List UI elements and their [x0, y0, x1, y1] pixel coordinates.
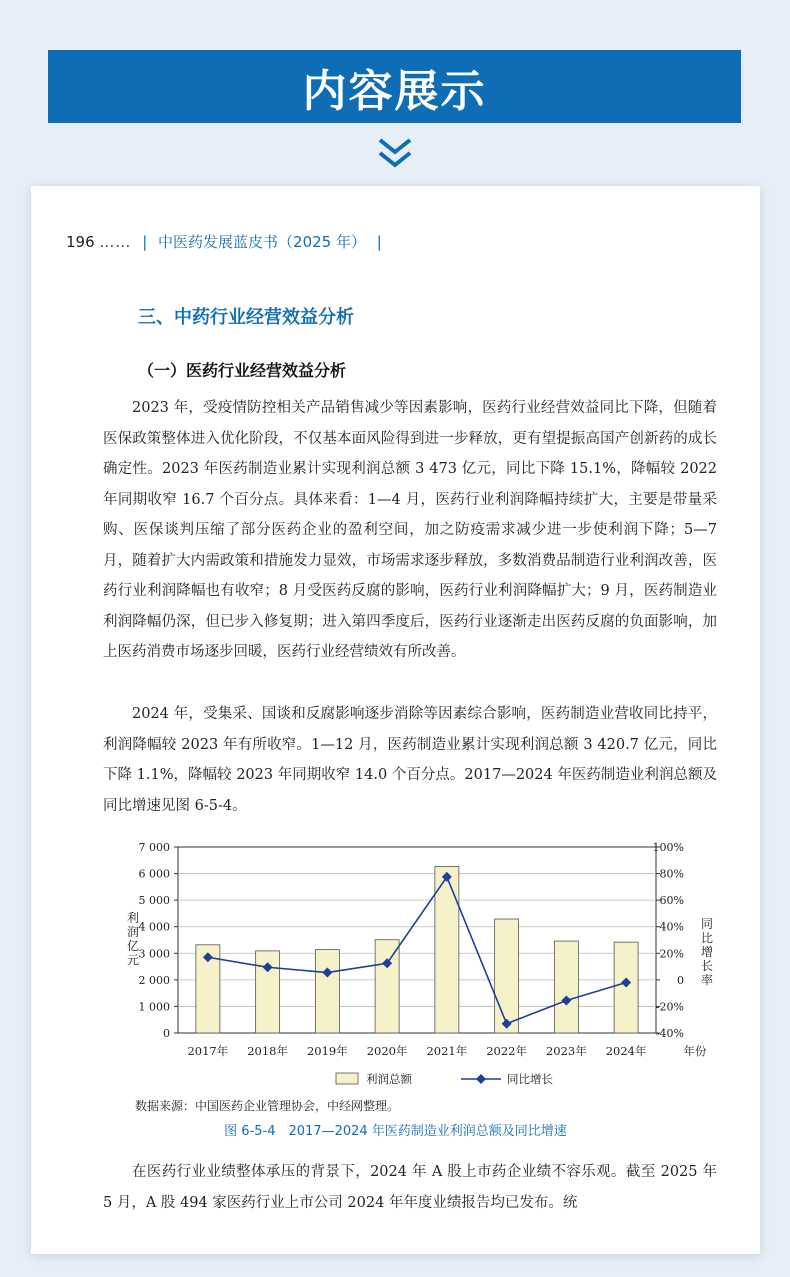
- x-tick-label: 2020年: [366, 1044, 408, 1058]
- left-tick-label: 3 000: [138, 947, 170, 961]
- right-tick-label: 0: [677, 973, 684, 987]
- profit-chart: [103, 831, 723, 1101]
- chevron-down-icon: [378, 136, 412, 170]
- legend-label: 利润总额: [366, 1072, 412, 1086]
- running-head: [66, 231, 388, 252]
- bar-profit: [315, 950, 339, 1033]
- paragraph: 2023 年，受疫情防控相关产品销售减少等因素影响，医药行业经营效益同比下降，但随着医保政策整体进入优化阶段，不仅基本面风险得到进一步释放，更有望提振高国产创新药的成长确定性。2023 年医药制造业累计实现利润总额 3 473 亿元，同比下降 15.1%，降幅较 2022 年同期收窄 16.7 个百分点。具体来看：1—4 月，医药行业利润降幅持续扩大，主要是带量采购、医保谈判压缩了部分医药企业的盈利空间，加之防疫需求减少进一步使利润下降；5—7 月，随着扩大内需政策和措施发力显效，市场需求逐步释放，多数消费品制造行业利润改善，医药行业利润降幅也有收窄；8 月受医药反腐的影响，医药行业利润降幅扩大；9 月，医药制造业利润降幅仍深，但已步入修复期；进入第四季度后，医药行业逐渐走出医药反腐的负面影响，加上医药消费市场逐步回暖，医药行业经营绩效有所改善。: [103, 400, 717, 660]
- x-tick-label: 2017年: [187, 1044, 229, 1058]
- right-axis-label: 增: [700, 945, 714, 959]
- right-axis-label: 同: [700, 917, 714, 931]
- left-tick-label: 5 000: [138, 894, 170, 908]
- x-unit-label: 年份: [683, 1044, 707, 1058]
- legend-label: 同比增长: [507, 1072, 553, 1086]
- left-axis-label: 润: [126, 925, 140, 939]
- left-axis-label: 亿: [126, 939, 140, 953]
- book-page: [31, 186, 760, 1254]
- right-tick-label: 40%: [659, 920, 684, 934]
- divider: |: [142, 233, 148, 251]
- right-tick-label: 60%: [659, 894, 684, 908]
- figure-caption: 图 6-5-4 2017—2024 年医药制造业利润总额及同比增速: [224, 1124, 567, 1139]
- bar-profit: [554, 941, 578, 1033]
- right-tick-label: -40%: [655, 1027, 684, 1040]
- left-tick-label: 7 000: [138, 841, 170, 854]
- right-tick-label: -20%: [655, 1000, 684, 1014]
- right-axis-label: 比: [700, 931, 714, 945]
- page-number: 196: [66, 233, 95, 251]
- left-tick-label: 2 000: [138, 973, 170, 987]
- paragraph: 2024 年，受集采、国谈和反腐影响逐步消除等因素综合影响，医药制造业营收同比持平，利润降幅较 2023 年有所收窄。1—12 月，医药制造业累计实现利润总额 3 420.7 亿元，同比下降 1.1%，降幅较 2023 年同期收窄 14.0 个百分点。2017—2024 年医药制造业利润总额及同比增速见图 6-5-4。: [103, 706, 717, 814]
- x-tick-label: 2021年: [426, 1044, 468, 1058]
- book-title: 中医药发展蓝皮书（2025 年）: [158, 233, 366, 251]
- leader-dots: ……: [99, 233, 132, 251]
- bar-profit: [495, 919, 519, 1033]
- bar-profit: [614, 942, 638, 1033]
- x-tick-label: 2023年: [545, 1044, 587, 1058]
- right-axis-label: 率: [700, 973, 714, 987]
- x-tick-label: 2024年: [605, 1044, 647, 1058]
- left-axis-label: 元: [126, 953, 140, 967]
- paragraph: 在医药行业业绩整体承压的背景下，2024 年 A 股上市药企业绩不容乐观。截至 2025 年 5 月，A 股 494 家医药行业上市公司 2024 年年度业绩报告均已发布。统: [103, 1164, 717, 1211]
- divider: |: [376, 233, 382, 251]
- right-tick-label: 20%: [659, 947, 684, 961]
- right-tick-label: 80%: [659, 867, 684, 881]
- figure-source: 数据来源：中国医药企业管理协会，中经网整理。: [135, 1099, 400, 1113]
- x-tick-label: 2018年: [247, 1044, 289, 1058]
- legend-swatch-bar: [336, 1073, 358, 1084]
- left-tick-label: 4 000: [138, 920, 170, 934]
- banner-title: 内容展示: [48, 50, 741, 123]
- bar-profit: [435, 866, 459, 1033]
- left-tick-label: 6 000: [138, 867, 170, 881]
- right-tick-label: 100%: [652, 841, 684, 854]
- chart-svg: [103, 831, 723, 1101]
- x-tick-label: 2022年: [486, 1044, 528, 1058]
- left-axis-label: 利: [126, 911, 140, 925]
- plot-frame: [178, 847, 656, 1033]
- legend-swatch-marker: [476, 1074, 486, 1084]
- section-title: 三、中药行业经营效益分析: [138, 307, 354, 328]
- x-tick-label: 2019年: [306, 1044, 348, 1058]
- bar-profit: [375, 940, 399, 1033]
- right-axis-label: 长: [700, 959, 714, 973]
- left-tick-label: 1 000: [138, 1000, 170, 1014]
- subsection-title: （一）医药行业经营效益分析: [138, 361, 347, 380]
- left-tick-label: 0: [163, 1027, 170, 1040]
